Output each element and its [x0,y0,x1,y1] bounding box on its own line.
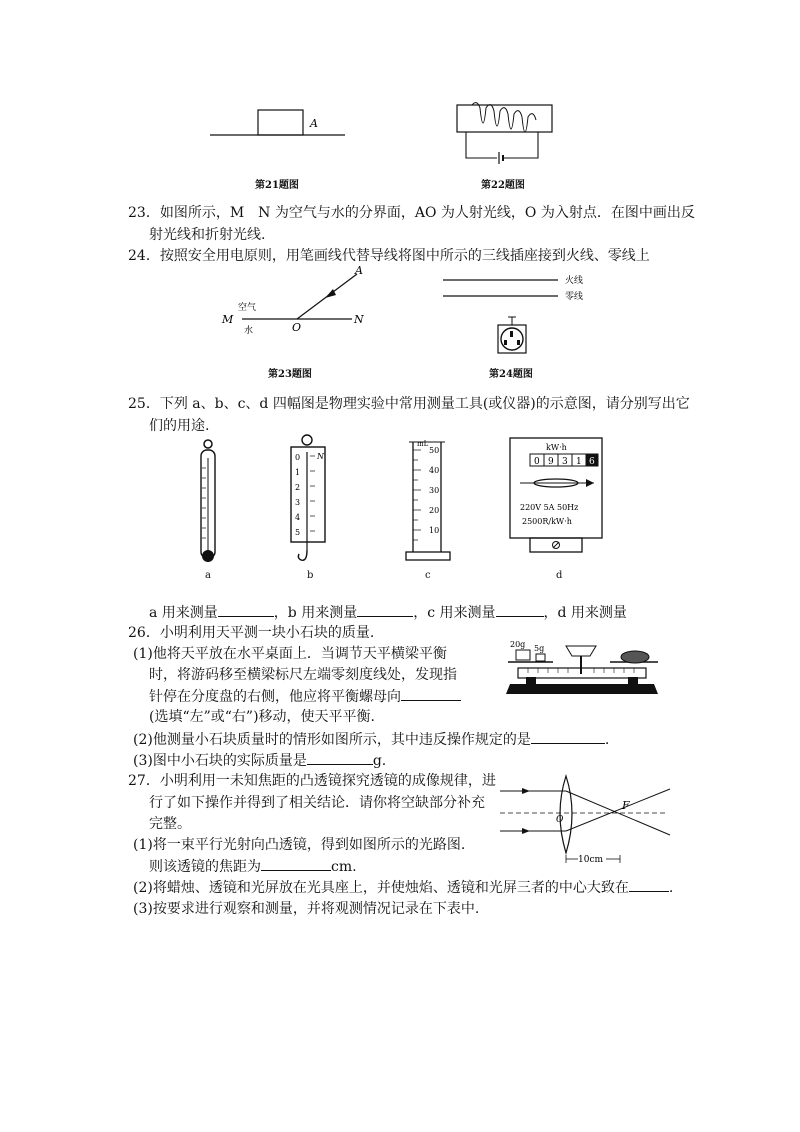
q23-line1: 23．如图所示，M N 为空气与水的分界面，AO 为人射光线，O 为入射点．在图中画出反 [128,205,695,221]
svg-text:0: 0 [295,453,301,462]
svg-text:4: 4 [295,513,301,522]
q25-answers: a 用来测量 ，b 用来测量 ，c 用来测量 ，d 用来测量 [149,602,627,623]
electric-meter-figure [508,436,608,556]
thermometer-figure [196,438,220,568]
q26-blank-3[interactable] [307,750,373,765]
svg-text:N: N [317,452,324,461]
answer-c-blank[interactable] [496,602,544,617]
q27-line4: 则该透镜的焦距为 cm. [149,856,357,877]
q26-line3: 针停在分度盘的右侧，他应将平衡螺母向 [149,686,461,707]
q24-line1: 24．按照安全用电原则，用笔画线代替导线将图中所示的三线插座接到火线、零线上 [128,248,650,264]
svg-text:40: 40 [429,466,440,475]
svg-text:20: 20 [429,506,440,515]
label-b: b [307,570,314,581]
q26-line1: (1)他将天平放在水平桌面上．当调节天平横梁平衡 [133,646,447,662]
figure-23 [222,262,372,337]
svg-text:3: 3 [295,498,301,507]
figure-22 [452,100,562,170]
svg-text:9: 9 [548,457,554,467]
svg-text:220V 5A 50Hz: 220V 5A 50Hz [520,503,579,512]
answer-b-blank[interactable] [357,602,413,617]
q26-line4: (选填“左”或“右”)移动，使天平平衡. [149,709,376,725]
q27-line6: (3)按要求进行观察和测量，并将观测情况记录在下表中. [133,901,480,917]
figure-21 [205,105,355,145]
svg-text:50: 50 [429,446,440,455]
graduated-cylinder-figure [403,436,455,566]
svg-text:1: 1 [295,468,301,477]
svg-text:10: 10 [429,526,440,535]
q23-line2: 射光线和折射光线. [149,227,266,243]
fig24-caption: 第24题图 [489,369,533,380]
q25-line1: 25．下列 a、b、c、d 四幅图是物理实验中常用测量工具(或仪器)的示意图，请分别写出它 [128,396,690,412]
svg-text:5: 5 [295,528,301,537]
spring-scale-figure [288,432,330,572]
q26-line6: (3)图中小石块的实际质量是 g. [133,750,386,771]
q26-line0: 26．小明利用天平测一块小石块的质量. [128,625,375,641]
svg-text:O: O [556,815,564,825]
q26-blank-2[interactable] [531,729,605,744]
svg-text:2: 2 [295,483,301,492]
svg-text:3: 3 [562,457,568,467]
fig21-label-a: A [310,117,318,130]
svg-text:10cm: 10cm [578,855,604,865]
svg-text:30: 30 [429,486,440,495]
svg-text:零线: 零线 [565,292,584,302]
q26-blank-1[interactable] [401,686,461,701]
q27-line5: (2)将蜡烛、透镜和光屏放在光具座上，并使烛焰、透镜和光屏三者的中心大致在 . [133,877,673,898]
label-a: a [205,570,211,581]
svg-text:A: A [355,264,363,277]
q27-line0: 27．小明利用一未知焦距的凸透镜探究透镜的成像规律，进 [128,773,496,789]
svg-text:空气: 空气 [238,303,257,313]
svg-text:6: 6 [589,457,595,467]
label-c: c [425,570,431,581]
svg-text:N: N [354,313,364,326]
q27-blank-1[interactable] [261,856,331,871]
q27-line2: 完整。 [149,816,191,832]
q26-line5: (2)他测量小石块质量时的情形如图所示，其中违反操作规定的是 . [133,729,609,750]
scale-ticks [310,456,315,531]
svg-text:1: 1 [576,457,582,467]
answer-a-blank[interactable] [218,602,274,617]
q27-line1: 行了如下操作并得到了相关结论．请你将空缺部分补充 [149,795,485,811]
svg-text:2500R/kW·h: 2500R/kW·h [522,517,572,526]
label-d: d [556,570,563,581]
svg-text:O: O [292,321,302,334]
svg-text:M: M [222,313,234,326]
svg-text:水: 水 [244,326,254,336]
q26-line2: 时，将游码移至横梁标尺左端零刻度线处，发现指 [149,667,457,683]
q25-line2: 们的用途. [149,418,210,434]
fig21-caption: 第21题图 [255,180,299,191]
figure-24 [440,270,590,360]
lens-figure [498,773,678,868]
svg-text:5g: 5g [534,644,545,653]
fig22-caption: 第22题图 [481,180,525,191]
svg-text:20g: 20g [510,640,526,649]
q27-line3: (1)将一束平行光射向凸透镜，得到如图所示的光路图. [133,837,466,853]
svg-text:0: 0 [534,457,540,467]
fig23-caption: 第23题图 [268,369,312,380]
meter-digits [530,454,598,467]
svg-text:火线: 火线 [565,276,584,286]
svg-text:F: F [622,799,630,812]
balance-figure [498,632,668,700]
q27-blank-2[interactable] [629,877,669,892]
svg-text:kW·h: kW·h [546,443,567,452]
svg-text:mL: mL [417,440,429,448]
